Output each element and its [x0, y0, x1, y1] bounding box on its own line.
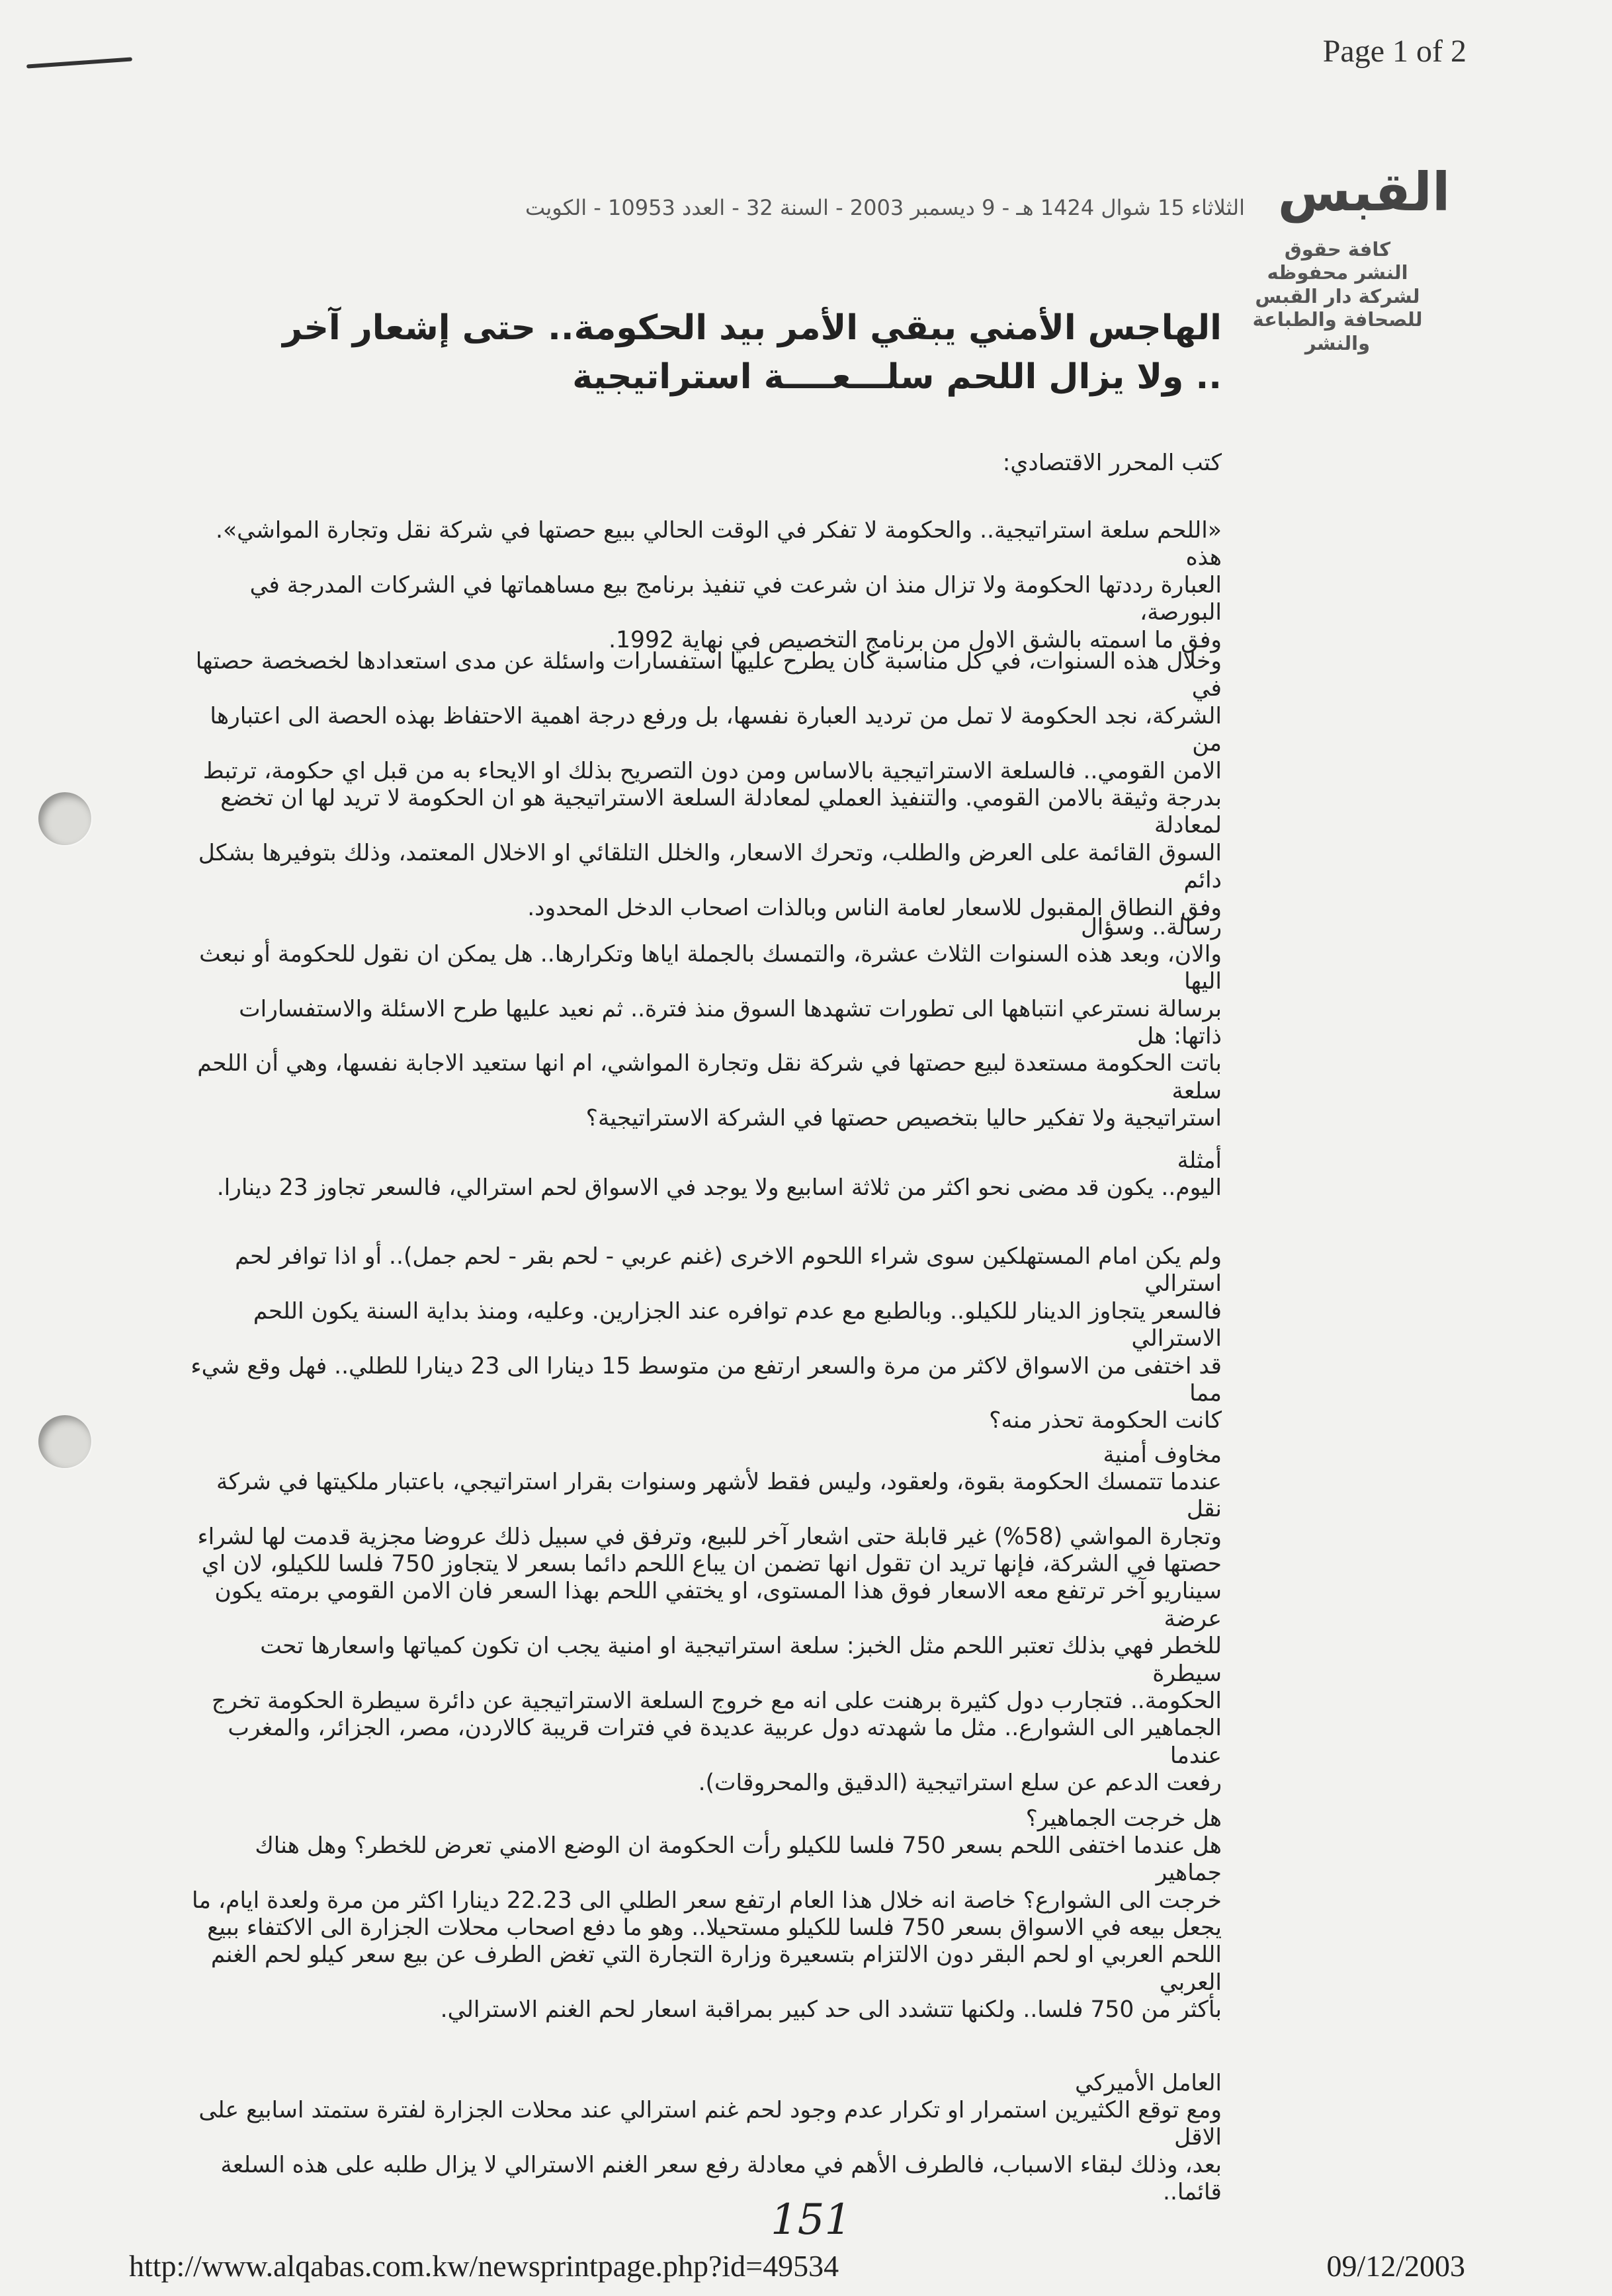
byline: كتب المحرر الاقتصادي:	[1002, 450, 1222, 476]
text-line: الامن القومي.. فالسلعة الاستراتيجية بالاساس ومن دون التصريح بذلك او الايحاء به من قبل اي حكومة، ترتبط	[202, 757, 1222, 784]
text-line: اليوم.. يكون قد مضى نحو اكثر من ثلاثة اسابيع ولا يوجد في الاسواق لحم استرالي، فالسعر تجاوز 23 دينارا.	[216, 1174, 1222, 1201]
handwritten-page-number: 151	[771, 2195, 852, 2244]
text-line: اللحم العربي او لحم البقر دون الالتزام بتسعيرة وزارة التجارة التي تغض الطرف عن بيع سعر كيلو لحم الغنم العربي	[210, 1942, 1222, 1996]
section-amthila-paragraph-2	[190, 1243, 1222, 1435]
text-line: عندما تتمسك الحكومة بقوة، ولعقود، وليس فقط لأشهر وسنوات بقرار استراتيجي، باعتبار ملكيتها في شركة نقل	[216, 1468, 1222, 1523]
rights-line: كافة حقوق	[1284, 238, 1391, 261]
text-line: وخلال هذه السنوات، في كل مناسبة كان يطرح عليها استفسارات واسئلة عن مدى استعدادها لخصخصة حصتها في	[195, 648, 1222, 702]
dateline: الثلاثاء 15 شوال 1424 هـ - 9 ديسمبر 2003 - السنة 32 - العدد 10953 - الكويت	[525, 195, 1245, 220]
text-line: السوق القائمة على العرض والطلب، وتحرك الاسعار، والخلل التلقائي او الاخلال المعتمد، وذلك بتوفيرها بشكل دائم	[198, 839, 1222, 894]
pen-mark	[26, 57, 132, 68]
text-line: هل عندما اختفى اللحم بسعر 750 فلسا للكيلو رأت الحكومة ان الوضع الامني تعرض للخطر؟ وهل هناك جماهير	[255, 1832, 1222, 1887]
text-line: الشركة، نجد الحكومة لا تمل من ترديد العبارة نفسها، بل ورفع درجة اهمية الاحتفاظ بهذه الحصة الى اعتبارها من	[210, 702, 1222, 757]
section-risala	[190, 914, 1222, 1133]
punch-hole-top	[38, 792, 91, 845]
text-line: سيناريو آخر ترتفع معه الاسعار فوق هذا المستوى، او يختفي اللحم بهذا السعر فان الامن القومي برمته يكون عرضة	[214, 1578, 1222, 1632]
text-line: وفق النطاق المقبول للاسعار لعامة الناس وبالذات اصحاب الدخل المحدود.	[527, 894, 1222, 921]
rights-line: والنشر	[1304, 331, 1371, 354]
punch-hole-bottom	[38, 1415, 91, 1468]
footer-url: http://www.alqabas.com.kw/newsprintpage.php?id=49534	[129, 2249, 839, 2283]
section-jamahir	[190, 1805, 1222, 2024]
section-heading: هل خرجت الجماهير؟	[1025, 1805, 1222, 1832]
intro-paragraph	[190, 517, 1222, 654]
section-heading: رسالة.. وسؤال	[1081, 914, 1222, 940]
section-heading: مخاوف أمنية	[1103, 1442, 1222, 1468]
text-line: برسالة نسترعي انتباهها الى تطورات تشهدها السوق منذ فترة.. ثم نعيد عليها طرح الاسئلة والاستفسارات ذاتها: هل	[239, 995, 1222, 1049]
text-line: والان، وبعد هذه السنوات الثلاث عشرة، والتمسك بالجملة اياها وتكرارها.. هل يمكن ان نقول للحكومة أو نبعث اليها	[199, 940, 1222, 995]
text-line: بعد، وذلك لبقاء الاسباب، فالطرف الأهم في معادلة رفع سعر الغنم الاسترالي لا يزال طلبه على هذه السلعة قائما..	[220, 2151, 1222, 2205]
text-line: الحكومة.. فتجارب دول كثيرة برهنت على انه مع خروج السلعة الاستراتيجية عن دائرة سيطرة الحكومة تخرج	[211, 1687, 1222, 1714]
logo-text: القبس	[1277, 161, 1451, 223]
text-line: فالسعر يتجاوز الدينار للكيلو.. وبالطبع مع عدم توافره عند الجزارين. وعليه، ومنذ بداية السنة يكون اللحم الاسترالي	[253, 1297, 1222, 1352]
text-line: كانت الحكومة تحذر منه؟	[989, 1407, 1222, 1434]
copyright-notice	[1251, 238, 1423, 355]
section-heading: العامل الأميركي	[1075, 2070, 1222, 2096]
footer-date: 09/12/2003	[1326, 2249, 1465, 2283]
text-line: ولم يكن امام المستهلكين سوى شراء اللحوم الاخرى (غنم عربي - لحم بقر - لحم جمل).. أو اذا توافر لحم استرالي	[235, 1243, 1222, 1297]
text-line: باتت الحكومة مستعدة لبيع حصتها في شركة نقل وتجارة المواشي، ام انها ستعيد الاجابة نفسها، وهي أن اللحم سلعة	[197, 1050, 1222, 1104]
rights-line: لشركة دار القبس	[1255, 284, 1420, 308]
section-amriki	[190, 2070, 1222, 2206]
text-line: الجماهير الى الشوارع.. مثل ما شهدته دول عربية عديدة في فترات قريبة كالاردن، مصر، الجزائر، والمغرب عندما	[228, 1715, 1222, 1769]
newspaper-logo	[1277, 159, 1451, 225]
text-line: ومع توقع الكثيرين استمرار او تكرار عدم وجود لحم غنم استرالي عند محلات الجزارة لفترة ستمتد اسابيع على الاقل	[198, 2096, 1222, 2151]
text-line: العبارة رددتها الحكومة ولا تزال منذ ان شرعت في تنفيذ برنامج بيع مساهماتها في الشركات المدرجة في البورصة،	[249, 571, 1222, 626]
rights-line: النشر محفوظه	[1267, 261, 1408, 284]
section-heading: أمثلة	[1177, 1147, 1222, 1174]
text-line: حصتها في الشركة، فإنها تريد ان تقول انها تضمن ان يباع اللحم دائما بسعر لا يتجاوز 750 فلسا للكيلو، لان اي	[201, 1550, 1222, 1577]
headline-line-1: الهاجس الأمني يبقي الأمر بيد الحكومة.. حتى إشعار آخر	[282, 308, 1222, 348]
page-number: Page 1 of 2	[1322, 34, 1466, 69]
headline	[282, 304, 1222, 402]
text-line: خرجت الى الشوارع؟ خاصة انه خلال هذا العام ارتفع سعر الطلي الى 22.23 دينارا اكثر من مرة ولعدة ايام، ما	[192, 1887, 1222, 1914]
text-line: استراتيجية ولا تفكير حاليا بتخصيص حصتها في الشركة الاستراتيجية؟	[585, 1105, 1222, 1132]
text-line: يجعل بيعه في الاسواق بسعر 750 فلسا للكيلو مستحيلا.. وهو ما دفع اصحاب محلات الجزارة الى الاكتفاء ببيع	[207, 1914, 1222, 1941]
text-line: بدرجة وثيقة بالامن القومي. والتنفيذ العملي لمعادلة السلعة الاستراتيجية هو ان الحكومة لا تريد لها ان تخضع لمعادلة	[220, 784, 1222, 839]
headline-line-2: .. ولا يزال اللحم سلـــعــــة استراتيجية	[572, 356, 1222, 397]
text-line: قد اختفى من الاسواق لاكثر من مرة والسعر ارتفع من متوسط 15 دينارا الى 23 دينارا للطلي.. فهل وقع شيء مما	[191, 1352, 1222, 1407]
text-line: وتجارة المواشي (58%) غير قابلة حتى اشعار آخر للبيع، وترفق في سبيل ذلك عروضا مجزية قدمت لها لشراء	[197, 1523, 1222, 1550]
text-line: بأكثر من 750 فلسا.. ولكنها تتشدد الى حد كبير بمراقبة اسعار لحم الغنم الاسترالي.	[440, 1996, 1222, 2024]
text-line: للخطر فهي بذلك تعتبر اللحم مثل الخبز: سلعة استراتيجية او امنية يجب ان تكون كمياتها واسعارها تحت سيطرة	[260, 1633, 1222, 1687]
text-line: رفعت الدعم عن سلع استراتيجية (الدقيق والمحروقات).	[698, 1770, 1222, 1797]
text-line: «اللحم سلعة استراتيجية.. والحكومة لا تفكر في الوقت الحالي ببيع حصتها في شركة نقل وتجارة المواشي». هذه	[216, 517, 1222, 571]
text-line: وفق ما اسمته بالشق الاول من برنامج التخصيص في نهاية 1992.	[609, 626, 1222, 653]
section-makhawif	[190, 1442, 1222, 1797]
rights-line: للصحافة والطباعة	[1252, 308, 1423, 331]
section-amthila	[190, 1147, 1222, 1202]
paragraph-2	[190, 648, 1222, 922]
